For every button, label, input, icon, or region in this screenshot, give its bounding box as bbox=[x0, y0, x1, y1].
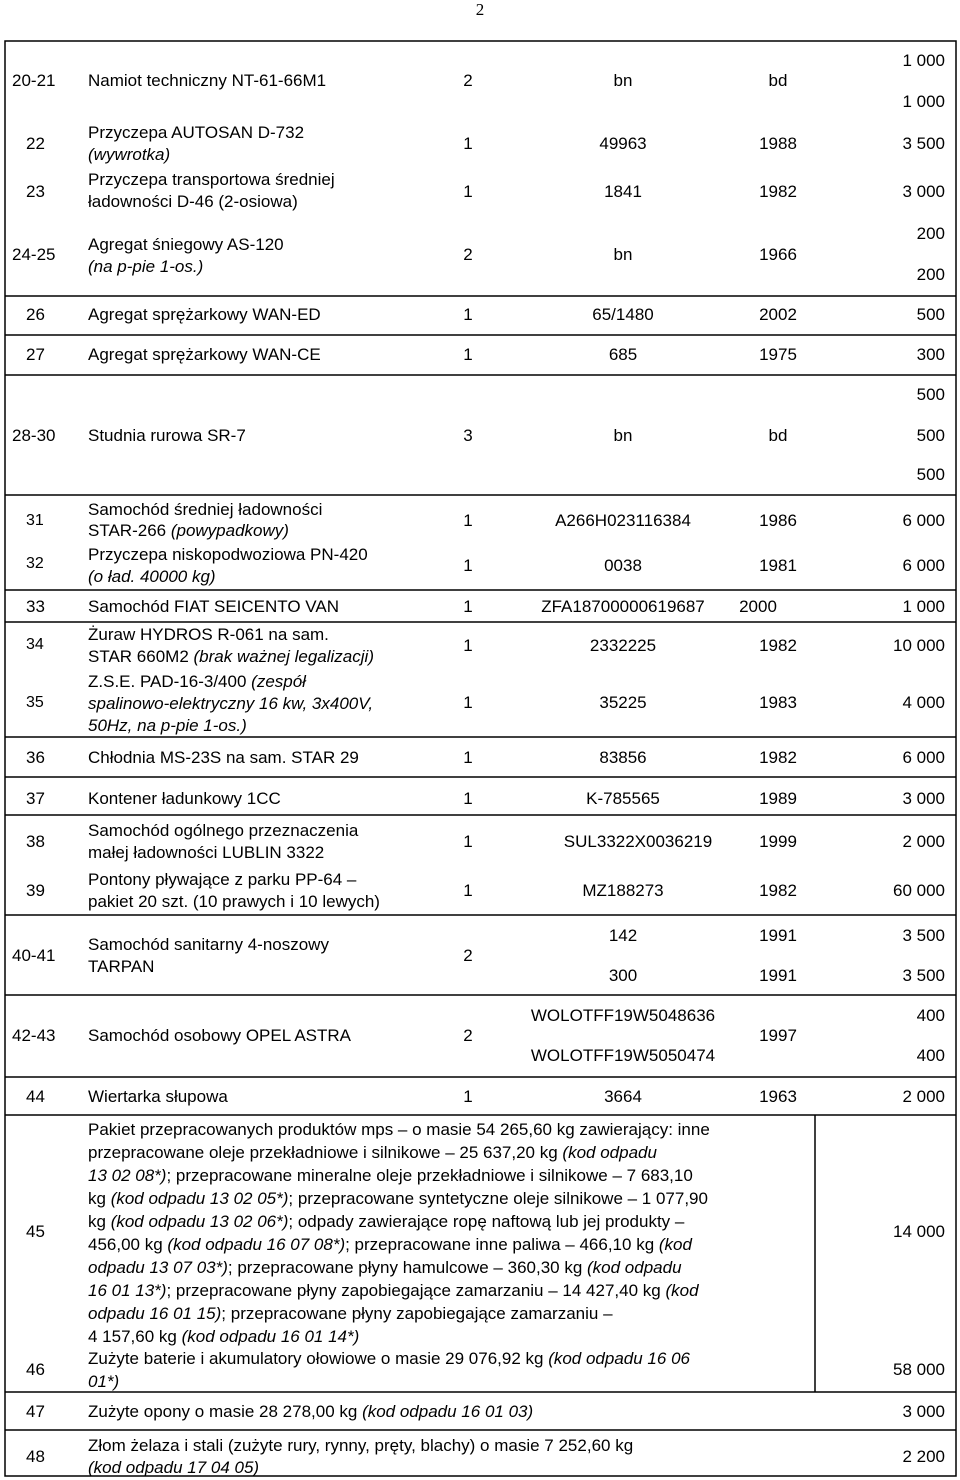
text-line: kg (kod odpadu 13 02 05*); przepracowane syntetyczne oleje silnikowe – 1 077,90 bbox=[88, 1189, 708, 1208]
serial-number: MZ188273 bbox=[582, 881, 664, 900]
page-number: 2 bbox=[475, 0, 485, 19]
production-year: 1982 bbox=[759, 748, 797, 767]
lp: 39 bbox=[26, 881, 45, 900]
quantity: 1 bbox=[463, 597, 473, 616]
serial-number: 49963 bbox=[599, 134, 647, 153]
value: 3 500 bbox=[902, 926, 945, 945]
item-name: Samochód średniej ładowności bbox=[88, 500, 323, 519]
value: 1 000 bbox=[902, 597, 945, 616]
value: 200 bbox=[916, 224, 945, 243]
production-year: 1989 bbox=[759, 789, 797, 808]
text-line: Zużyte baterie i akumulatory ołowiowe o masie 29 076,92 kg (kod odpadu 16 06 bbox=[88, 1349, 690, 1368]
value: 4 000 bbox=[902, 693, 945, 712]
item-name: Samochód ogólnego przeznaczenia bbox=[88, 821, 359, 840]
lp: 36 bbox=[26, 748, 45, 767]
text-line: Pakiet przepracowanych produktów mps – o masie 54 265,60 kg zawierający: inne bbox=[88, 1120, 710, 1139]
value: 6 000 bbox=[902, 511, 945, 530]
waste-description: Złom żelaza i stali (zużyte rury, rynny, pręty, blachy) o masie 7 252,60 kg bbox=[88, 1436, 634, 1455]
value: 1 000 bbox=[902, 92, 945, 111]
text-line: odpadu 13 07 03*); przepracowane płyny hamulcowe – 360,30 kg (kod odpadu bbox=[88, 1258, 682, 1277]
item-name-note: (o ład. 40000 kg) bbox=[88, 567, 216, 586]
item-name: Agregat sprężarkowy WAN-ED bbox=[88, 305, 321, 324]
quantity: 1 bbox=[463, 693, 473, 712]
value: 3 500 bbox=[902, 134, 945, 153]
production-year: 1983 bbox=[759, 693, 797, 712]
serial-number: WOLOTFF19W5050474 bbox=[530, 1046, 716, 1065]
serial-number: A266H023116384 bbox=[555, 511, 691, 530]
item-name-note: 50Hz, na p-pie 1-os.) bbox=[88, 716, 247, 735]
lp: 22 bbox=[26, 134, 45, 153]
quantity: 2 bbox=[463, 71, 473, 90]
quantity: 1 bbox=[463, 182, 473, 201]
value: 10 000 bbox=[893, 636, 945, 655]
item-name: Samochód sanitarny 4-noszowy bbox=[88, 935, 329, 954]
lp: 34 bbox=[26, 636, 44, 653]
text-line: 4 157,60 kg (kod odpadu 16 01 14*) bbox=[88, 1327, 360, 1346]
item-name: ładowności D-46 (2-osiowa) bbox=[88, 192, 298, 211]
item-name: małej ładowności LUBLIN 3322 bbox=[88, 843, 325, 862]
production-year: 1963 bbox=[759, 1087, 797, 1106]
lp: 40-41 bbox=[12, 946, 56, 965]
production-year: 1986 bbox=[759, 511, 797, 530]
text-line: 16 01 13*); przepracowane płyny zapobiegające zamarzaniu – 14 427,40 kg (kod bbox=[88, 1281, 699, 1300]
value: 2 000 bbox=[902, 832, 945, 851]
serial-number: bn bbox=[613, 426, 633, 445]
item-name: Samochód FIAT SEICENTO VAN bbox=[88, 597, 339, 616]
lp: 45 bbox=[26, 1222, 45, 1241]
lp: 23 bbox=[26, 182, 45, 201]
production-year: 1991 bbox=[759, 966, 797, 985]
item-name: Chłodnia MS-23S na sam. STAR 29 bbox=[88, 748, 359, 767]
quantity: 1 bbox=[463, 1087, 473, 1106]
production-year: 1988 bbox=[759, 134, 797, 153]
lp: 27 bbox=[26, 345, 45, 364]
lp: 33 bbox=[26, 597, 45, 616]
item-name: Samochód osobowy OPEL ASTRA bbox=[88, 1026, 352, 1045]
lp: 48 bbox=[26, 1447, 45, 1466]
serial-number: 3664 bbox=[604, 1087, 642, 1106]
value: 400 bbox=[916, 1046, 945, 1065]
item-name: Studnia rurowa SR-7 bbox=[88, 426, 246, 445]
value: 3 000 bbox=[902, 789, 945, 808]
value: 6 000 bbox=[902, 748, 945, 767]
value: 300 bbox=[916, 345, 945, 364]
value: 400 bbox=[916, 1006, 945, 1025]
item-name: Żuraw HYDROS R-061 na sam. bbox=[88, 625, 329, 644]
item-name: Agregat sprężarkowy WAN-CE bbox=[88, 345, 321, 364]
item-name: TARPAN bbox=[88, 957, 155, 976]
serial-number: bn bbox=[613, 71, 633, 90]
item-name: Namiot techniczny NT-61-66M1 bbox=[88, 71, 327, 90]
value: 14 000 bbox=[893, 1222, 945, 1241]
lp: 20-21 bbox=[12, 71, 56, 90]
quantity: 1 bbox=[463, 305, 473, 324]
value: 500 bbox=[916, 385, 945, 404]
item-name-note: (wywrotka) bbox=[88, 145, 171, 164]
production-year: 1982 bbox=[759, 881, 797, 900]
value: 500 bbox=[916, 426, 945, 445]
item-name: Agregat śniegowy AS-120 bbox=[88, 235, 284, 254]
production-year: 1975 bbox=[759, 345, 797, 364]
serial-number: bn bbox=[613, 245, 633, 264]
serial-number: 300 bbox=[608, 966, 638, 985]
item-name: STAR-266 (powypadkowy) bbox=[88, 521, 289, 540]
text-line: 13 02 08*); przepracowane mineralne oleje przekładniowe i silnikowe – 7 683,10 bbox=[88, 1166, 693, 1185]
lp: 32 bbox=[26, 555, 44, 572]
serial-number: 65/1480 bbox=[592, 305, 654, 324]
item-name-note: (na p-pie 1-os.) bbox=[88, 257, 204, 276]
lp: 38 bbox=[26, 832, 45, 851]
serial-number: 142 bbox=[608, 926, 638, 945]
lp: 46 bbox=[26, 1360, 45, 1379]
text-line: 456,00 kg (kod odpadu 16 07 08*); przepracowane inne paliwa – 466,10 kg (kod bbox=[88, 1235, 692, 1254]
quantity: 1 bbox=[463, 881, 473, 900]
text-line: 01*) bbox=[88, 1372, 120, 1391]
lp: 26 bbox=[26, 305, 45, 324]
quantity: 1 bbox=[463, 345, 473, 364]
item-name: Przyczepa transportowa średniej bbox=[88, 170, 335, 189]
lp: 24-25 bbox=[12, 245, 56, 264]
item-name: Wiertarka słupowa bbox=[88, 1087, 228, 1106]
quantity: 2 bbox=[463, 946, 473, 965]
lp: 47 bbox=[26, 1402, 45, 1421]
item-name: STAR 660M2 (brak ważnej legalizacji) bbox=[88, 647, 374, 666]
item-name: Przyczepa niskopodwoziowa PN-420 bbox=[88, 545, 368, 564]
lp: 31 bbox=[26, 512, 44, 529]
value: 60 000 bbox=[893, 881, 945, 900]
lp: 44 bbox=[26, 1087, 45, 1106]
value: 3 500 bbox=[902, 966, 945, 985]
value: 2 200 bbox=[902, 1447, 945, 1466]
waste-description: Zużyte opony o masie 28 278,00 kg (kod odpadu 16 01 03) bbox=[88, 1402, 534, 1421]
text-line: kg (kod odpadu 13 02 06*); odpady zawierające ropę naftową lub jej produkty – bbox=[88, 1212, 685, 1231]
serial-number: K-785565 bbox=[586, 789, 660, 808]
serial-number: 0038 bbox=[604, 556, 642, 575]
quantity: 1 bbox=[463, 636, 473, 655]
production-year: 1997 bbox=[759, 1026, 797, 1045]
text-line: przepracowane oleje przekładniowe i silnikowe – 25 637,20 kg (kod odpadu bbox=[88, 1143, 657, 1162]
item-name: Pontony pływające z parku PP-64 – bbox=[88, 870, 357, 889]
value: 58 000 bbox=[893, 1360, 945, 1379]
production-year: 1982 bbox=[759, 636, 797, 655]
lp: 37 bbox=[26, 789, 45, 808]
production-year: 1999 bbox=[759, 832, 797, 851]
value: 1 000 bbox=[902, 51, 945, 70]
lp: 28-30 bbox=[12, 426, 56, 445]
value: 3 000 bbox=[902, 1402, 945, 1421]
lp: 42-43 bbox=[12, 1026, 56, 1045]
serial-number: 2332225 bbox=[589, 636, 657, 655]
serial-number: 83856 bbox=[599, 748, 647, 767]
quantity: 1 bbox=[463, 748, 473, 767]
production-year: 1991 bbox=[759, 926, 797, 945]
quantity: 1 bbox=[463, 511, 473, 530]
waste-code: (kod odpadu 17 04 05) bbox=[88, 1458, 260, 1477]
value: 200 bbox=[916, 265, 945, 284]
production-year: 1966 bbox=[759, 245, 797, 264]
value: 500 bbox=[916, 305, 945, 324]
item-name-note: spalinowo-elektryczny 16 kw, 3x400V, bbox=[88, 694, 374, 713]
value: 3 000 bbox=[902, 182, 945, 201]
quantity: 1 bbox=[463, 832, 473, 851]
serial-number: 685 bbox=[608, 345, 638, 364]
value: 6 000 bbox=[902, 556, 945, 575]
serial-number: ZFA18700000619687 bbox=[541, 597, 705, 616]
serial-number: SUL3322X0036219 bbox=[563, 832, 713, 851]
quantity: 3 bbox=[463, 426, 473, 445]
value: 500 bbox=[916, 465, 945, 484]
production-year: bd bbox=[768, 426, 788, 445]
item-name: Przyczepa AUTOSAN D-732 bbox=[88, 123, 305, 142]
lp: 35 bbox=[26, 694, 44, 711]
serial-number: 35225 bbox=[599, 693, 647, 712]
value: 2 000 bbox=[902, 1087, 945, 1106]
waste-description bbox=[88, 1118, 816, 1348]
production-year: 2002 bbox=[759, 305, 797, 324]
quantity: 1 bbox=[463, 134, 473, 153]
item-name: Z.S.E. PAD-16-3/400 (zespół bbox=[88, 672, 306, 691]
serial-number: 1841 bbox=[604, 182, 642, 201]
quantity: 1 bbox=[463, 556, 473, 575]
waste-description bbox=[88, 1347, 816, 1393]
quantity: 2 bbox=[463, 1026, 473, 1045]
item-name: pakiet 20 szt. (10 prawych i 10 lewych) bbox=[88, 892, 380, 911]
production-year: bd bbox=[768, 71, 788, 90]
production-year: 2000 bbox=[739, 597, 777, 616]
text-line: odpadu 16 01 15); przepracowane płyny zapobiegające zamarzaniu – bbox=[88, 1304, 613, 1323]
item-name: Kontener ładunkowy 1CC bbox=[88, 789, 281, 808]
production-year: 1981 bbox=[759, 556, 797, 575]
serial-number: WOLOTFF19W5048636 bbox=[530, 1006, 716, 1025]
quantity: 2 bbox=[463, 245, 473, 264]
quantity: 1 bbox=[463, 789, 473, 808]
production-year: 1982 bbox=[759, 182, 797, 201]
